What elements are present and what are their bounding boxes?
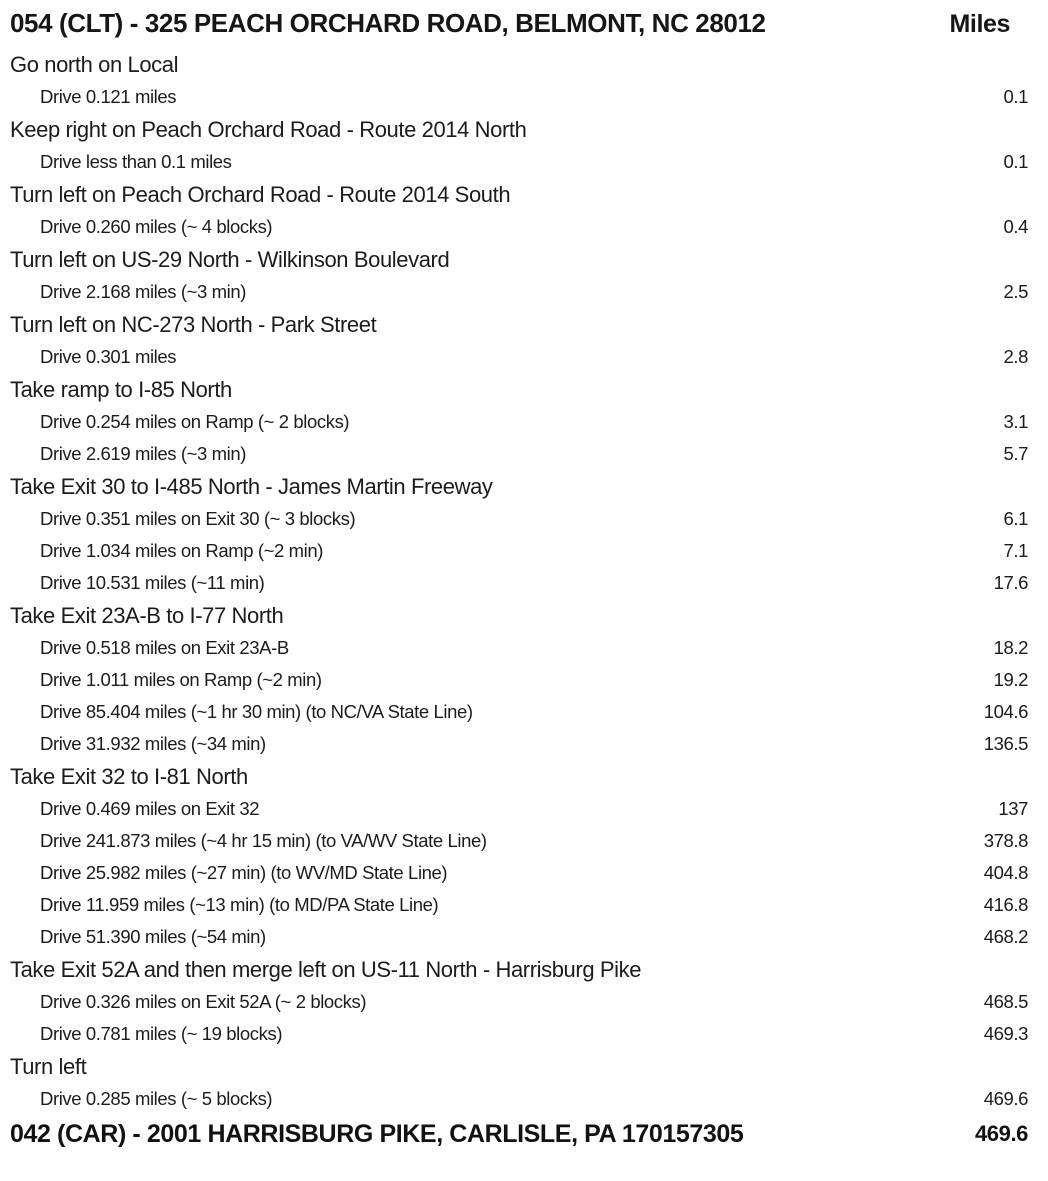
- drive-row: [10, 503, 1028, 535]
- cumulative-miles: 104.6: [983, 701, 1028, 722]
- instruction-row: Take Exit 52A and then merge left on US-11 North - Harrisburg Pike: [10, 956, 642, 982]
- drive-text: Drive 0.469 miles on Exit 32: [40, 798, 260, 819]
- cumulative-miles: 0.1: [1003, 151, 1028, 172]
- instruction-row: Turn left on NC-273 North - Park Street: [10, 311, 377, 337]
- drive-text: Drive 2.168 miles (~3 min): [40, 281, 247, 302]
- instruction-row: Take ramp to I-85 North: [10, 376, 232, 402]
- destination-title: 042 (CAR) - 2001 HARRISBURG PIKE, CARLISLE, PA 170157305: [10, 1119, 744, 1148]
- drive-text: Drive 0.260 miles (~ 4 blocks): [40, 216, 273, 237]
- cumulative-miles: 468.5: [983, 991, 1028, 1012]
- cumulative-miles: 404.8: [983, 862, 1028, 883]
- cumulative-miles: 2.5: [1003, 281, 1028, 302]
- cumulative-miles: 17.6: [993, 572, 1028, 593]
- drive-text: Drive 241.873 miles (~4 hr 15 min) (to VA/WV State Line): [40, 830, 487, 851]
- drive-row: [10, 793, 1028, 825]
- drive-text: Drive 1.011 miles on Ramp (~2 min): [40, 669, 322, 690]
- destination-total-miles: 469.6: [974, 1121, 1028, 1146]
- drive-text: Drive 0.518 miles on Exit 23A-B: [40, 637, 289, 658]
- drive-row: [10, 535, 1028, 567]
- cumulative-miles: 5.7: [1003, 443, 1028, 464]
- drive-text: Drive less than 0.1 miles: [40, 151, 232, 172]
- cumulative-miles: 6.1: [1003, 508, 1028, 529]
- drive-row: [10, 664, 1028, 696]
- drive-text: Drive 0.326 miles on Exit 52A (~ 2 blocks): [40, 991, 367, 1012]
- miles-column-header: Miles: [949, 10, 1010, 38]
- cumulative-miles: 0.1: [1003, 86, 1028, 107]
- cumulative-miles: 469.3: [983, 1023, 1028, 1044]
- drive-text: Drive 11.959 miles (~13 min) (to MD/PA State Line): [40, 894, 439, 915]
- drive-row: [10, 986, 1028, 1018]
- drive-text: Drive 0.781 miles (~ 19 blocks): [40, 1023, 283, 1044]
- instruction-row: Turn left on US-29 North - Wilkinson Boulevard: [10, 246, 450, 272]
- destination-row: [10, 1115, 1028, 1153]
- instruction-row: Take Exit 23A-B to I-77 North: [10, 602, 284, 628]
- drive-text: Drive 1.034 miles on Ramp (~2 min): [40, 540, 324, 561]
- cumulative-miles: 18.2: [993, 637, 1028, 658]
- drive-text: Drive 0.254 miles on Ramp (~ 2 blocks): [40, 411, 350, 432]
- instruction-row: Turn left: [10, 1053, 87, 1079]
- drive-row: [10, 1018, 1028, 1050]
- drive-row: [10, 632, 1028, 664]
- drive-row: [10, 921, 1028, 953]
- drive-row: [10, 696, 1028, 728]
- cumulative-miles: 7.1: [1003, 540, 1028, 561]
- drive-row: [10, 889, 1028, 921]
- cumulative-miles: 137: [998, 798, 1028, 819]
- drive-text: Drive 0.285 miles (~ 5 blocks): [40, 1088, 273, 1109]
- instruction-row: Turn left on Peach Orchard Road - Route 2014 South: [10, 181, 511, 207]
- drive-row: [10, 567, 1028, 599]
- drive-row: [10, 276, 1028, 308]
- cumulative-miles: 468.2: [983, 926, 1028, 947]
- cumulative-miles: 378.8: [983, 830, 1028, 851]
- cumulative-miles: 0.4: [1003, 216, 1028, 237]
- drive-text: Drive 10.531 miles (~11 min): [40, 572, 265, 593]
- instruction-row: Take Exit 30 to I-485 North - James Martin Freeway: [10, 473, 493, 499]
- drive-row: [10, 81, 1028, 113]
- drive-text: Drive 85.404 miles (~1 hr 30 min) (to NC/VA State Line): [40, 701, 473, 722]
- instruction-row: Keep right on Peach Orchard Road - Route 2014 North: [10, 116, 527, 142]
- directions-list: [10, 48, 1028, 1115]
- drive-text: Drive 0.121 miles: [40, 86, 177, 107]
- document-header: [10, 8, 1028, 48]
- instruction-row: Take Exit 32 to I-81 North: [10, 763, 248, 789]
- cumulative-miles: 19.2: [993, 669, 1028, 690]
- drive-text: Drive 0.351 miles on Exit 30 (~ 3 blocks): [40, 508, 356, 529]
- drive-row: [10, 857, 1028, 889]
- drive-row: [10, 825, 1028, 857]
- origin-title: 054 (CLT) - 325 PEACH ORCHARD ROAD, BELMONT, NC 28012: [10, 8, 766, 38]
- drive-row: [10, 211, 1028, 243]
- drive-text: Drive 25.982 miles (~27 min) (to WV/MD State Line): [40, 862, 448, 883]
- drive-row: [10, 438, 1028, 470]
- cumulative-miles: 3.1: [1003, 411, 1028, 432]
- drive-row: [10, 341, 1028, 373]
- drive-text: Drive 0.301 miles: [40, 346, 177, 367]
- drive-row: [10, 728, 1028, 760]
- cumulative-miles: 469.6: [983, 1088, 1028, 1109]
- cumulative-miles: 136.5: [983, 733, 1028, 754]
- drive-text: Drive 51.390 miles (~54 min): [40, 926, 266, 947]
- cumulative-miles: 416.8: [983, 894, 1028, 915]
- drive-text: Drive 2.619 miles (~3 min): [40, 443, 247, 464]
- instruction-row: Go north on Local: [10, 51, 179, 77]
- drive-row: [10, 406, 1028, 438]
- drive-row: [10, 146, 1028, 178]
- drive-text: Drive 31.932 miles (~34 min): [40, 733, 266, 754]
- cumulative-miles: 2.8: [1003, 346, 1028, 367]
- drive-row: [10, 1083, 1028, 1115]
